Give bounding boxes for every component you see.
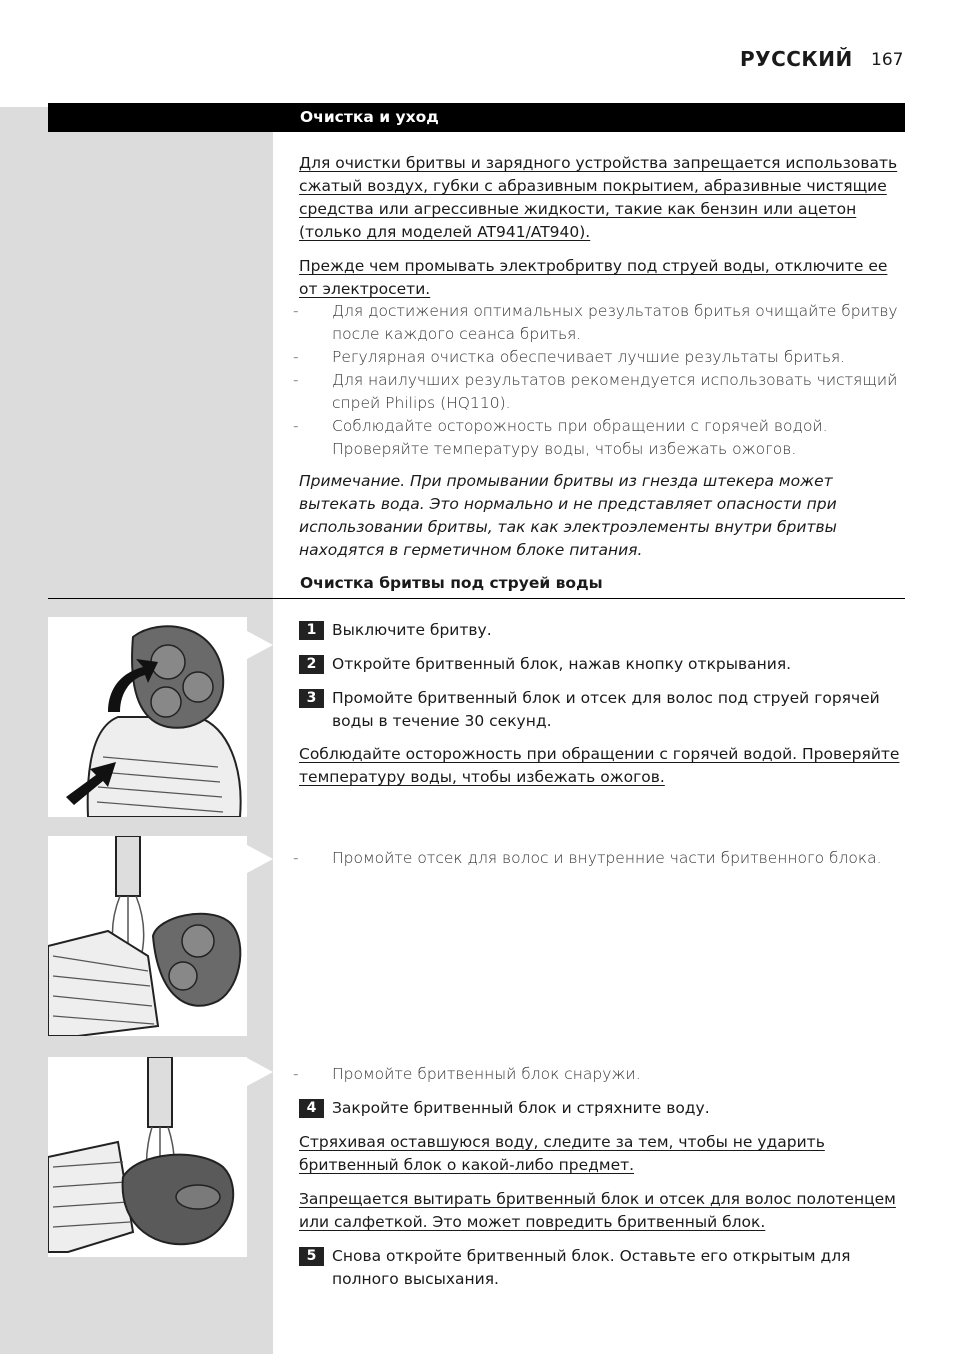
pointer-triangle <box>247 631 273 659</box>
illustration-open-shaving-unit <box>48 617 247 817</box>
step-text: Промойте бритвенный блок и отсек для волос под струей горячей воды в течение 30 секунд. <box>332 689 880 730</box>
language-heading: РУССКИЙ <box>740 47 853 71</box>
list-item: - Регулярная очистка обеспечивает лучшие результаты бритья. <box>299 346 905 369</box>
step-4 <box>299 1097 905 1120</box>
step-text: Закройте бритвенный блок и стряхните воду. <box>332 1099 710 1117</box>
step-5-block <box>299 1245 905 1291</box>
warning-abrasive-text: Для очистки бритвы и зарядного устройства запрещается использовать сжатый воздух, губки с абразивным покрытием, абразивные чистящие средства или агрессивные жидкости, такие как бензин или ацетон (только для моделей AT941/AT940). <box>299 154 898 241</box>
step-number: 1 <box>299 621 324 640</box>
cleaning-tips-list <box>299 300 905 461</box>
warning-shake <box>299 1131 905 1177</box>
step-4-block <box>299 1097 905 1120</box>
step-3 <box>299 687 905 733</box>
tap-water-outer-icon <box>48 1057 247 1257</box>
warning-unplug-text: Прежде чем промывать электробритву под струей воды, отключите ее от электросети. <box>299 257 888 298</box>
shaver-open-icon <box>48 617 247 817</box>
step-text: Выключите бритву. <box>332 621 492 639</box>
warning-hot-water <box>299 743 905 789</box>
note-paragraph: Примечание. При промывании бритвы из гнезда штекера может вытекать вода. Это нормально и не представляет опасности при использовании бритвы, так как электроэлементы внутри бритвы находятся в герметичном блоке питания. <box>299 472 837 559</box>
tap-water-inner-icon <box>48 836 247 1036</box>
subsection-title: Очистка бритвы под струей воды <box>300 574 603 592</box>
warning-unplug <box>299 255 905 301</box>
subsection-divider <box>48 598 905 599</box>
pointer-triangle <box>247 1058 273 1086</box>
list-item: - Для наилучших результатов рекомендуется использовать чистящий спрей Philips (HQ110). <box>299 369 905 415</box>
pointer-triangle <box>247 845 273 873</box>
warning-hot-water-text: Соблюдайте осторожность при обращении с горячей водой. Проверяйте температуру воды, чтобы избежать ожогов. <box>299 745 900 786</box>
step-number: 3 <box>299 689 324 708</box>
warning-towel-text: Запрещается вытирать бритвенный блок и отсек для волос полотенцем или салфеткой. Это может повредить бритвенный блок. <box>299 1190 896 1231</box>
step-2 <box>299 653 905 676</box>
warning-towel <box>299 1188 905 1234</box>
list-item: - Для достижения оптимальных результатов бритья очищайте бритву после каждого сеанса бритья. <box>299 300 905 346</box>
step-5 <box>299 1245 905 1291</box>
section-title: Очистка и уход <box>300 108 439 126</box>
warning-shake-text: Стряхивая оставшуюся воду, следите за тем, чтобы не ударить бритвенный блок о какой-либо предмет. <box>299 1133 825 1174</box>
illustration-rinse-inner <box>48 836 247 1036</box>
illustration-rinse-outer <box>48 1057 247 1257</box>
step-1 <box>299 619 905 642</box>
warning-abrasive <box>299 152 905 244</box>
step-text: Откройте бритвенный блок, нажав кнопку открывания. <box>332 655 792 673</box>
steps-1-3 <box>299 619 905 733</box>
step-number: 2 <box>299 655 324 674</box>
rinse-outer-item <box>299 1063 905 1086</box>
step-number: 5 <box>299 1247 324 1266</box>
list-item: - Промойте отсек для волос и внутренние части бритвенного блока. <box>299 847 905 870</box>
list-item: - Промойте бритвенный блок снаружи. <box>299 1063 905 1086</box>
step-text: Снова откройте бритвенный блок. Оставьте его открытым для полного высыхания. <box>332 1247 851 1288</box>
rinse-inner-item <box>299 847 905 870</box>
step-number: 4 <box>299 1099 324 1118</box>
page-number: 167 <box>871 50 904 70</box>
list-item: - Соблюдайте осторожность при обращении с горячей водой. Проверяйте температуру воды, чтобы избежать ожогов. <box>299 415 905 461</box>
section-title-bar <box>48 103 905 132</box>
